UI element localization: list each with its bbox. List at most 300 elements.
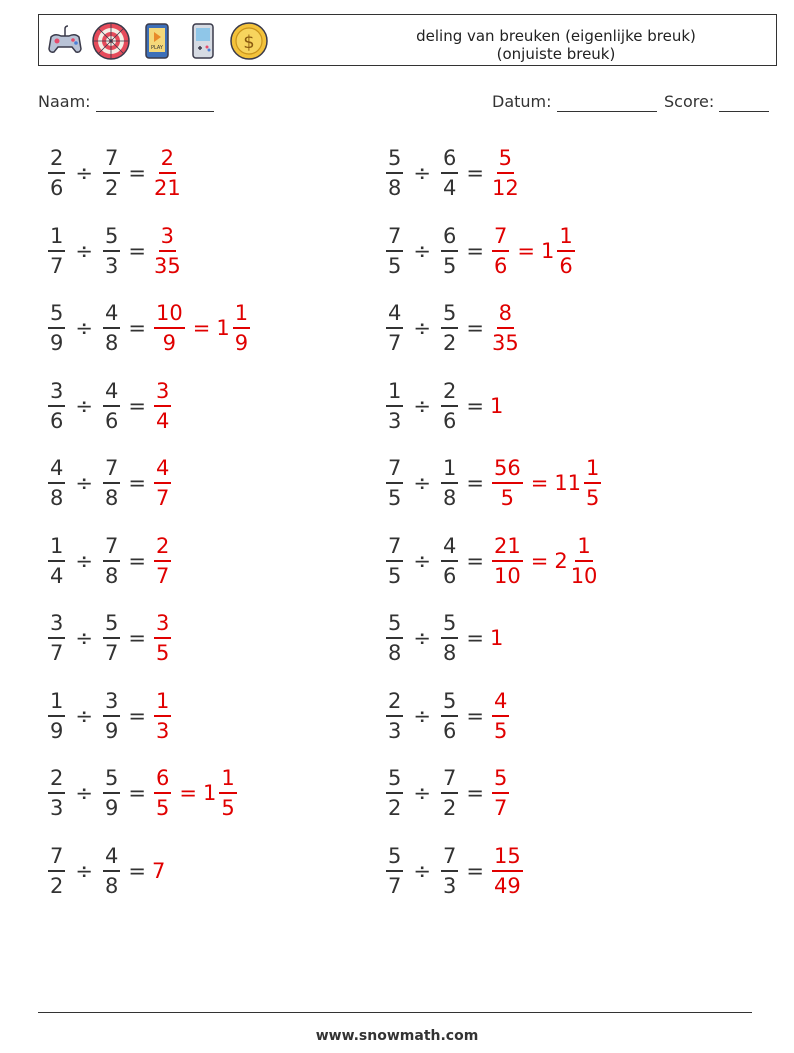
denominator: 21 — [153, 176, 181, 200]
numerator: 7 — [441, 766, 458, 794]
numerator: 5 — [386, 611, 403, 639]
numerator: 4 — [154, 456, 171, 484]
answer — [152, 689, 173, 743]
answer — [490, 844, 525, 898]
denominator: 2 — [50, 873, 64, 898]
answer-whole: 1 — [489, 393, 504, 418]
numerator: 15 — [492, 844, 523, 872]
problem-item — [384, 840, 525, 902]
dividend-fraction — [386, 534, 403, 588]
numerator: 7 — [386, 534, 403, 562]
answer-whole: 7 — [151, 858, 166, 883]
equals-sign: = — [128, 238, 146, 263]
equals-sign: = — [466, 471, 484, 495]
divisor-fraction — [103, 534, 120, 588]
divide-sign: ÷ — [413, 238, 431, 263]
mixed-fraction — [571, 534, 598, 588]
numerator: 4 — [492, 689, 509, 717]
answer-fraction — [492, 844, 523, 898]
numerator: 5 — [103, 611, 120, 639]
numerator: 8 — [497, 301, 514, 329]
numerator: 5 — [386, 766, 403, 794]
divisor-fraction — [441, 844, 458, 898]
equals-sign: = — [128, 858, 146, 883]
mixed-whole: 1 — [216, 316, 230, 340]
numerator: 1 — [219, 766, 236, 794]
dividend-fraction — [386, 379, 403, 433]
dividend-fraction — [386, 146, 403, 200]
equals-sign: = — [466, 161, 484, 185]
score-line[interactable] — [719, 92, 769, 112]
divisor-fraction — [103, 301, 120, 355]
divisor-fraction — [441, 379, 458, 433]
denominator: 5 — [388, 253, 402, 278]
numerator: 7 — [103, 146, 120, 174]
problem-item — [384, 220, 577, 282]
numerator: 2 — [48, 146, 65, 174]
denominator: 8 — [104, 873, 119, 898]
denominator: 3 — [388, 408, 402, 433]
denominator: 5 — [493, 718, 508, 743]
numerator: 5 — [386, 146, 403, 174]
mixed-whole: 2 — [554, 548, 568, 573]
denominator: 10 — [570, 563, 598, 588]
coin-icon — [229, 21, 269, 61]
numerator: 4 — [48, 456, 65, 484]
dividend-fraction — [386, 456, 403, 510]
problem-item — [46, 530, 173, 592]
denominator: 9 — [162, 331, 177, 355]
answer-fraction — [154, 146, 181, 200]
denominator: 8 — [442, 641, 457, 665]
worksheet-title — [376, 27, 736, 63]
answer-fraction — [154, 456, 171, 510]
denominator: 6 — [104, 408, 119, 433]
numerator: 4 — [386, 301, 403, 329]
numerator: 5 — [441, 301, 458, 329]
denominator: 3 — [155, 718, 170, 743]
divide-sign: ÷ — [413, 626, 431, 650]
numerator: 5 — [386, 844, 403, 872]
denominator: 9 — [234, 331, 249, 355]
dividend-fraction — [48, 146, 65, 200]
worksheet-header — [38, 14, 777, 66]
denominator: 3 — [50, 796, 64, 820]
denominator: 5 — [155, 641, 170, 665]
numerator: 3 — [103, 689, 120, 717]
denominator: 12 — [491, 176, 519, 200]
footer-url: www.snowmath.com — [315, 1028, 479, 1044]
denominator: 5 — [442, 253, 457, 278]
denominator: 7 — [493, 796, 508, 820]
denominator: 8 — [104, 486, 119, 510]
answer — [152, 611, 173, 665]
equals-sign: = — [128, 471, 146, 495]
equals-sign: = — [466, 703, 484, 728]
dividend-fraction — [48, 301, 65, 355]
problem-item — [46, 685, 173, 747]
dartboard-icon — [91, 21, 131, 61]
dividend-fraction — [48, 379, 65, 433]
divide-sign: ÷ — [413, 548, 431, 573]
numerator: 1 — [48, 534, 65, 562]
date-field[interactable] — [492, 92, 657, 112]
answer-fraction — [492, 534, 523, 588]
mixed-fraction — [233, 301, 250, 355]
divisor-fraction — [441, 534, 458, 588]
numerator: 1 — [48, 689, 65, 717]
dividend-fraction — [386, 301, 403, 355]
numerator: 1 — [48, 224, 65, 252]
mixed-whole: 1 — [540, 238, 555, 263]
answer — [490, 456, 603, 510]
answer — [490, 534, 599, 588]
divide-sign: ÷ — [75, 548, 93, 573]
dividend-fraction — [48, 534, 65, 588]
answer-equals-sign: = — [192, 316, 211, 340]
numerator: 2 — [154, 534, 171, 562]
numerator: 2 — [159, 146, 176, 174]
equals-sign: = — [128, 781, 146, 805]
answer-whole: 1 — [489, 626, 504, 650]
divisor-fraction — [103, 456, 120, 510]
divisor-fraction — [441, 456, 458, 510]
divisor-fraction — [103, 689, 120, 743]
numerator: 6 — [154, 766, 171, 794]
denominator: 6 — [50, 408, 64, 433]
equals-sign: = — [128, 703, 146, 728]
numerator: 3 — [48, 379, 65, 407]
numerator: 7 — [386, 224, 403, 252]
problem-item — [384, 762, 511, 824]
answer — [152, 456, 173, 510]
equals-sign: = — [128, 316, 146, 340]
problem-item — [384, 607, 504, 669]
divide-sign: ÷ — [75, 316, 93, 340]
equals-sign: = — [466, 316, 484, 340]
equals-sign: = — [466, 626, 484, 650]
answer-equals-sign: = — [517, 238, 535, 263]
denominator: 3 — [104, 253, 119, 278]
denominator: 7 — [155, 486, 170, 510]
svg-text:PLAY: PLAY — [150, 45, 164, 51]
name-line[interactable] — [96, 92, 214, 112]
denominator: 7 — [388, 331, 402, 355]
numerator: 4 — [103, 844, 120, 872]
numerator: 7 — [103, 534, 120, 562]
name-label: Naam: — [38, 92, 91, 111]
problem-item — [46, 762, 239, 824]
answer — [152, 379, 173, 433]
numerator: 4 — [103, 301, 120, 329]
numerator: 3 — [48, 611, 65, 639]
dividend-fraction — [48, 689, 65, 743]
divisor-fraction — [103, 611, 120, 665]
answer — [490, 394, 504, 418]
divide-sign: ÷ — [75, 393, 93, 418]
mixed-fraction — [557, 224, 574, 278]
play-tablet-icon — [137, 21, 177, 61]
divisor-fraction — [441, 611, 458, 665]
dividend-fraction — [48, 224, 65, 278]
numerator: 2 — [48, 766, 65, 794]
equals-sign: = — [128, 626, 146, 650]
mixed-whole: 11 — [554, 471, 582, 495]
equals-sign: = — [466, 238, 484, 263]
denominator: 5 — [500, 486, 515, 510]
divide-sign: ÷ — [75, 471, 93, 495]
denominator: 8 — [50, 486, 64, 510]
handheld-console-icon — [183, 21, 223, 61]
divisor-fraction — [103, 379, 120, 433]
answer — [490, 689, 511, 743]
denominator: 35 — [153, 253, 181, 278]
header-icons — [45, 21, 269, 61]
denominator: 8 — [388, 641, 402, 665]
divide-sign: ÷ — [413, 781, 431, 805]
answer-equals-sign: = — [530, 548, 549, 573]
problem-item — [46, 607, 173, 669]
divide-sign: ÷ — [75, 781, 93, 805]
numerator: 5 — [441, 689, 458, 717]
problem-item — [46, 375, 173, 437]
denominator: 4 — [50, 563, 64, 588]
mixed-fraction — [584, 456, 601, 510]
divide-sign: ÷ — [413, 471, 431, 495]
answer — [490, 766, 511, 820]
name-field[interactable] — [38, 92, 214, 112]
divide-sign: ÷ — [413, 858, 431, 883]
denominator: 10 — [493, 563, 521, 588]
answer — [490, 224, 577, 278]
denominator: 2 — [442, 331, 457, 355]
divide-sign: ÷ — [75, 703, 93, 728]
divide-sign: ÷ — [75, 858, 93, 883]
numerator: 2 — [386, 689, 403, 717]
numerator: 6 — [441, 224, 458, 252]
problem-item — [46, 452, 173, 514]
numerator: 21 — [492, 534, 523, 562]
answer-fraction — [154, 534, 171, 588]
numerator: 1 — [575, 534, 592, 562]
denominator: 5 — [586, 486, 600, 510]
denominator: 6 — [442, 408, 457, 433]
numerator: 3 — [154, 379, 171, 407]
denominator: 6 — [50, 176, 64, 200]
score-label: Score: — [664, 92, 715, 111]
equals-sign: = — [128, 548, 146, 573]
divisor-fraction — [103, 766, 120, 820]
problem-item — [384, 297, 521, 359]
equals-sign: = — [466, 393, 484, 418]
dividend-fraction — [386, 844, 403, 898]
numerator: 1 — [557, 224, 574, 252]
problem-item — [46, 220, 183, 282]
denominator: 2 — [388, 796, 402, 820]
denominator: 5 — [388, 486, 402, 510]
denominator: 6 — [559, 253, 573, 278]
dividend-fraction — [386, 689, 403, 743]
title-line-2: (onjuiste breuk) — [496, 45, 616, 63]
dividend-fraction — [48, 766, 65, 820]
divide-sign: ÷ — [75, 626, 93, 650]
divisor-fraction — [103, 844, 120, 898]
divide-sign: ÷ — [413, 703, 431, 728]
numerator: 7 — [386, 456, 403, 484]
numerator: 2 — [441, 379, 458, 407]
answer-fraction — [154, 301, 185, 355]
score-field[interactable] — [664, 92, 769, 112]
denominator: 9 — [104, 796, 119, 820]
numerator: 5 — [492, 766, 509, 794]
denominator: 5 — [388, 563, 402, 588]
numerator: 1 — [441, 456, 458, 484]
answer — [152, 146, 183, 200]
numerator: 1 — [154, 689, 171, 717]
denominator: 2 — [104, 176, 119, 200]
denominator: 4 — [155, 408, 170, 433]
answer-fraction — [492, 456, 523, 510]
numerator: 4 — [441, 534, 458, 562]
divisor-fraction — [441, 146, 458, 200]
numerator: 5 — [497, 146, 514, 174]
denominator: 8 — [442, 486, 457, 510]
answer — [152, 534, 173, 588]
answer — [152, 224, 183, 278]
problem-item — [384, 375, 504, 437]
denominator: 3 — [442, 873, 457, 898]
answer-fraction — [154, 611, 171, 665]
problem-item — [46, 840, 166, 902]
denominator: 9 — [50, 718, 64, 743]
numerator: 5 — [103, 224, 120, 252]
numerator: 7 — [492, 224, 509, 252]
mixed-fraction — [219, 766, 236, 820]
answer — [152, 859, 166, 883]
denominator: 7 — [155, 563, 170, 588]
divide-sign: ÷ — [413, 316, 431, 340]
answer-fraction — [492, 689, 509, 743]
dividend-fraction — [48, 456, 65, 510]
answer-fraction — [154, 224, 181, 278]
denominator: 7 — [104, 641, 119, 665]
divisor-fraction — [103, 146, 120, 200]
equals-sign: = — [466, 858, 484, 883]
answer — [490, 301, 521, 355]
numerator: 1 — [584, 456, 601, 484]
svg-text:$: $ — [243, 32, 255, 53]
denominator: 35 — [491, 331, 519, 355]
mixed-whole: 1 — [202, 781, 217, 805]
answer-fraction — [492, 766, 509, 820]
problem-item — [384, 530, 599, 592]
answer-fraction — [492, 301, 519, 355]
denominator: 7 — [50, 641, 64, 665]
dividend-fraction — [48, 844, 65, 898]
numerator: 7 — [103, 456, 120, 484]
divisor-fraction — [103, 224, 120, 278]
numerator: 7 — [48, 844, 65, 872]
problem-item — [384, 142, 521, 204]
numerator: 4 — [103, 379, 120, 407]
numerator: 56 — [492, 456, 523, 484]
equals-sign: = — [128, 161, 146, 185]
denominator: 8 — [388, 176, 402, 200]
dividend-fraction — [386, 611, 403, 665]
divide-sign: ÷ — [75, 238, 93, 263]
numerator: 10 — [154, 301, 185, 329]
denominator: 6 — [442, 563, 457, 588]
divisor-fraction — [441, 224, 458, 278]
numerator: 5 — [103, 766, 120, 794]
numerator: 1 — [386, 379, 403, 407]
divide-sign: ÷ — [413, 393, 431, 418]
answer-fraction — [154, 766, 171, 820]
numerator: 5 — [48, 301, 65, 329]
answer-fraction — [154, 379, 171, 433]
divide-sign: ÷ — [413, 161, 431, 185]
divisor-fraction — [441, 766, 458, 820]
answer-equals-sign: = — [179, 781, 197, 805]
answer — [152, 766, 239, 820]
denominator: 9 — [50, 331, 64, 355]
equals-sign: = — [128, 393, 146, 418]
dividend-fraction — [48, 611, 65, 665]
answer — [152, 301, 252, 355]
denominator: 9 — [104, 718, 119, 743]
problem-item — [46, 142, 183, 204]
dividend-fraction — [386, 224, 403, 278]
denominator: 7 — [50, 253, 64, 278]
answer-fraction — [492, 146, 519, 200]
equals-sign: = — [466, 548, 484, 573]
divisor-fraction — [441, 301, 458, 355]
numerator: 5 — [441, 611, 458, 639]
numerator: 6 — [441, 146, 458, 174]
problem-item — [46, 297, 252, 359]
denominator: 49 — [493, 873, 521, 898]
numerator: 3 — [159, 224, 176, 252]
denominator: 5 — [221, 796, 235, 820]
answer — [490, 146, 521, 200]
denominator: 5 — [155, 796, 170, 820]
denominator: 3 — [388, 718, 402, 743]
date-line[interactable] — [557, 92, 657, 112]
denominator: 6 — [493, 253, 508, 278]
footer-divider — [38, 1012, 752, 1013]
problem-item — [384, 685, 511, 747]
gamepad-icon — [45, 21, 85, 61]
equals-sign: = — [466, 781, 484, 805]
divide-sign: ÷ — [75, 161, 93, 185]
answer-fraction — [492, 224, 509, 278]
title-line-1: deling van breuken (eigenlijke breuk) — [416, 27, 696, 45]
denominator: 2 — [442, 796, 457, 820]
numerator: 3 — [154, 611, 171, 639]
denominator: 7 — [388, 873, 402, 898]
denominator: 4 — [442, 176, 457, 200]
divisor-fraction — [441, 689, 458, 743]
date-label: Datum: — [492, 92, 552, 111]
denominator: 8 — [104, 563, 119, 588]
denominator: 6 — [442, 718, 457, 743]
problem-item — [384, 452, 603, 514]
numerator: 1 — [233, 301, 250, 329]
answer-fraction — [154, 689, 171, 743]
answer — [490, 626, 504, 650]
denominator: 8 — [104, 331, 119, 355]
dividend-fraction — [386, 766, 403, 820]
